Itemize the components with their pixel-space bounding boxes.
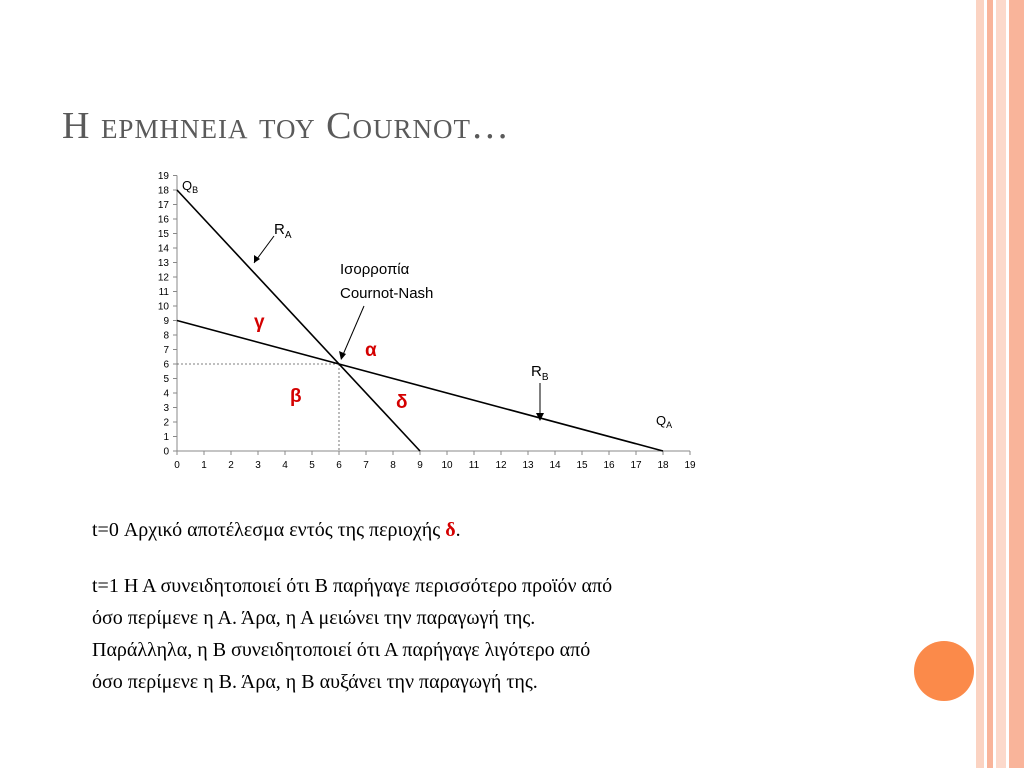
x-tick-label: 9: [417, 460, 423, 471]
x-tick-label: 5: [309, 460, 315, 471]
cournot-chart: [150, 168, 710, 488]
equilibrium-pointer-arrow: [342, 306, 364, 357]
qa-axis-label: $Q_A$: [656, 413, 673, 430]
y-tick-label: 6: [163, 359, 169, 371]
chart-annotations: [182, 178, 672, 430]
series-line-rb: [177, 321, 663, 452]
y-tick-label: 13: [157, 258, 169, 269]
y-tick-label: 10: [157, 301, 169, 313]
y-tick-label: 7: [163, 345, 169, 356]
decor-stripe-3: [996, 0, 1006, 768]
y-tick-label: 18: [157, 185, 169, 197]
y-tick-label: 5: [163, 374, 169, 385]
highlight-delta: δ: [445, 519, 456, 541]
decor-stripe-1: [976, 0, 984, 768]
x-tick-label: 3: [255, 460, 261, 471]
x-tick-label: 0: [174, 460, 180, 471]
paragraph-t1-line2: όσο περίμενε η Α. Άρα, η Α μειώνει την παραγωγή της.: [92, 607, 536, 629]
series-line-ra: [177, 190, 420, 451]
x-tick-label: 8: [390, 460, 396, 471]
ra-label: $R_A$: [274, 221, 292, 241]
x-tick-label: 18: [657, 460, 669, 471]
y-tick-label: 9: [163, 316, 169, 327]
x-tick-label: 15: [576, 460, 588, 471]
y-tick-label: 17: [157, 200, 169, 211]
slide-title: Η ερμηνεια του Cournot…: [62, 105, 510, 147]
region-delta: δ: [396, 392, 408, 413]
equilibrium-arrowhead: [339, 351, 346, 360]
decor-stripe-2: [987, 0, 993, 768]
y-tick-label: 2: [163, 417, 169, 429]
x-tick-label: 7: [363, 460, 369, 471]
y-tick-label: 0: [163, 446, 169, 458]
paragraph-t0: t=0 Αρχικό αποτέλεσμα εντός της περιοχής δ.: [92, 519, 461, 541]
y-tick-label: 15: [157, 229, 169, 240]
y-tick-label: 3: [163, 403, 169, 414]
x-tick-label: 17: [630, 460, 642, 471]
slide-body: [92, 514, 862, 698]
region-alpha: α: [365, 340, 377, 361]
y-tick-label: 19: [157, 171, 169, 182]
x-tick-label: 2: [228, 460, 234, 471]
paragraph-t1-line4: όσο περίμενε η Β. Άρα, η Β αυξάνει την παραγωγή της.: [92, 671, 538, 693]
decor-circle: [914, 641, 974, 701]
x-tick-label: 19: [684, 460, 696, 471]
rb-label: $R_B$: [531, 363, 549, 383]
decor-stripe-4: [1009, 0, 1024, 768]
x-tick-label: 12: [495, 460, 507, 471]
y-tick-label: 16: [157, 214, 169, 226]
x-tick-label: 6: [336, 460, 342, 471]
region-beta: β: [290, 386, 302, 407]
x-tick-label: 4: [282, 460, 288, 471]
chart-lines: [177, 190, 663, 451]
y-tick-label: 1: [163, 432, 169, 443]
x-tick-label: 1: [201, 460, 207, 471]
region-gamma: γ: [254, 312, 265, 333]
x-tick-label: 11: [468, 460, 480, 471]
y-tick-label: 8: [163, 330, 169, 342]
x-tick-label: 14: [549, 460, 561, 471]
paragraph-t1-line3: Παράλληλα, η Β συνειδητοποιεί ότι Α παρήγαγε λιγότερο από: [92, 639, 591, 661]
paragraph-t1-line1: t=1 Η Α συνειδητοποιεί ότι Β παρήγαγε περισσότερο προϊόν από: [92, 575, 613, 597]
equilibrium-label-line2: Cournot-Nash: [340, 285, 434, 302]
x-tick-label: 16: [603, 460, 615, 471]
qb-axis-label: $Q_B$: [182, 178, 199, 195]
y-tick-label: 12: [157, 272, 169, 284]
y-tick-label: 11: [158, 287, 169, 298]
x-tick-label: 10: [441, 460, 453, 471]
equilibrium-label-line1: Ισορροπία: [340, 261, 410, 278]
x-tick-label: 13: [522, 460, 534, 471]
y-tick-label: 14: [157, 243, 169, 255]
chart-axes: [158, 171, 696, 471]
y-tick-label: 4: [163, 388, 169, 400]
